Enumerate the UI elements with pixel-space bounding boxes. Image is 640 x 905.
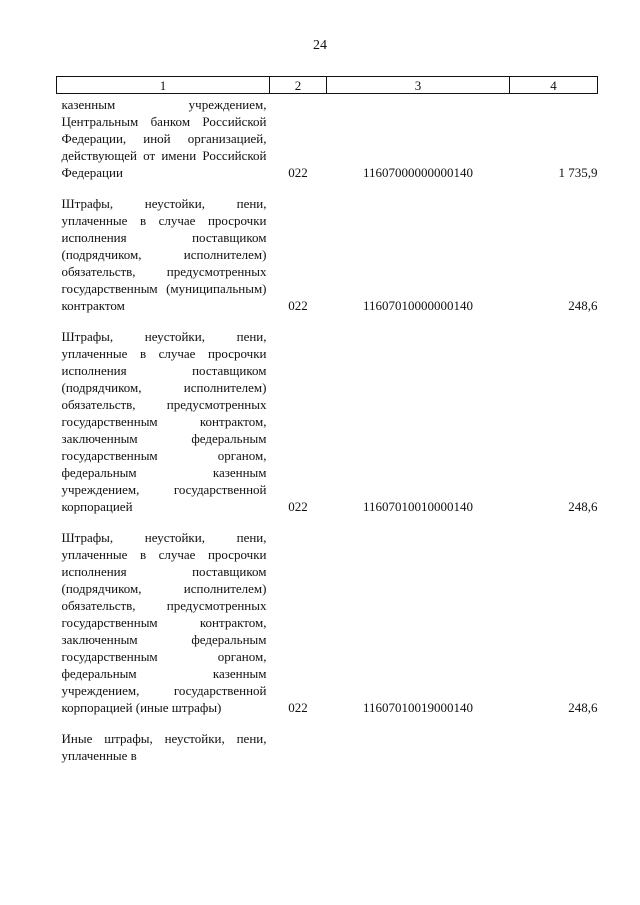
row-admin-code: 022 <box>288 298 308 313</box>
row-amount: 1 735,9 <box>558 165 598 180</box>
row-description: Иные штрафы, неустойки, пени, уплаченные в <box>61 731 267 763</box>
column-header-1: 1 <box>57 77 270 94</box>
row-admin-code: 022 <box>288 499 308 514</box>
row-admin-code: 022 <box>288 700 308 715</box>
row-kbk-code: 11607010000000140 <box>362 298 474 313</box>
row-description: Штрафы, неустойки, пени, уплаченные в случае просрочки исполнения поставщиком (подрядчиком, исполнителем) обязательств, предусмотренных государственным контрактом, заключенным федеральным государственным органом, федеральным казенным учреждением, государственной корпорацией <box>61 329 267 514</box>
row-spacer <box>57 181 598 195</box>
column-header-2: 2 <box>270 77 327 94</box>
table-row <box>57 195 598 314</box>
row-spacer <box>57 314 598 328</box>
row-kbk-code: 11607000000000140 <box>362 165 474 180</box>
row-amount <box>510 730 598 764</box>
column-header-4: 4 <box>510 77 598 94</box>
table-header <box>57 77 598 94</box>
row-kbk-code <box>327 730 510 764</box>
row-description: казенным учреждением, Центральным банком Российской Федерации, иной организацией, действующей от имени Российской Федерации <box>61 97 267 180</box>
row-kbk-code: 11607010010000140 <box>362 499 474 514</box>
table-row <box>57 730 598 764</box>
row-amount: 248,6 <box>568 499 598 514</box>
page-number: 24 <box>313 38 327 53</box>
row-description: Штрафы, неустойки, пени, уплаченные в случае просрочки исполнения поставщиком (подрядчиком, исполнителем) обязательств, предусмотренных государственным (муниципальным) контрактом <box>61 196 267 313</box>
column-header-3: 3 <box>327 77 510 94</box>
row-admin-code <box>270 730 327 764</box>
row-spacer <box>57 515 598 529</box>
row-amount: 248,6 <box>568 700 598 715</box>
table-row <box>57 529 598 716</box>
table-row <box>57 94 598 182</box>
row-amount: 248,6 <box>568 298 598 313</box>
budget-table <box>56 76 598 764</box>
row-kbk-code: 11607010019000140 <box>362 700 474 715</box>
row-spacer <box>57 716 598 730</box>
row-description: Штрафы, неустойки, пени, уплаченные в случае просрочки исполнения поставщиком (подрядчиком, исполнителем) обязательств, предусмотренных государственным контрактом, заключенным федеральным государственным органом, федеральным казенным учреждением, государственной корпорацией (иные штрафы) <box>61 530 267 715</box>
row-admin-code: 022 <box>288 165 308 180</box>
table-row <box>57 328 598 515</box>
